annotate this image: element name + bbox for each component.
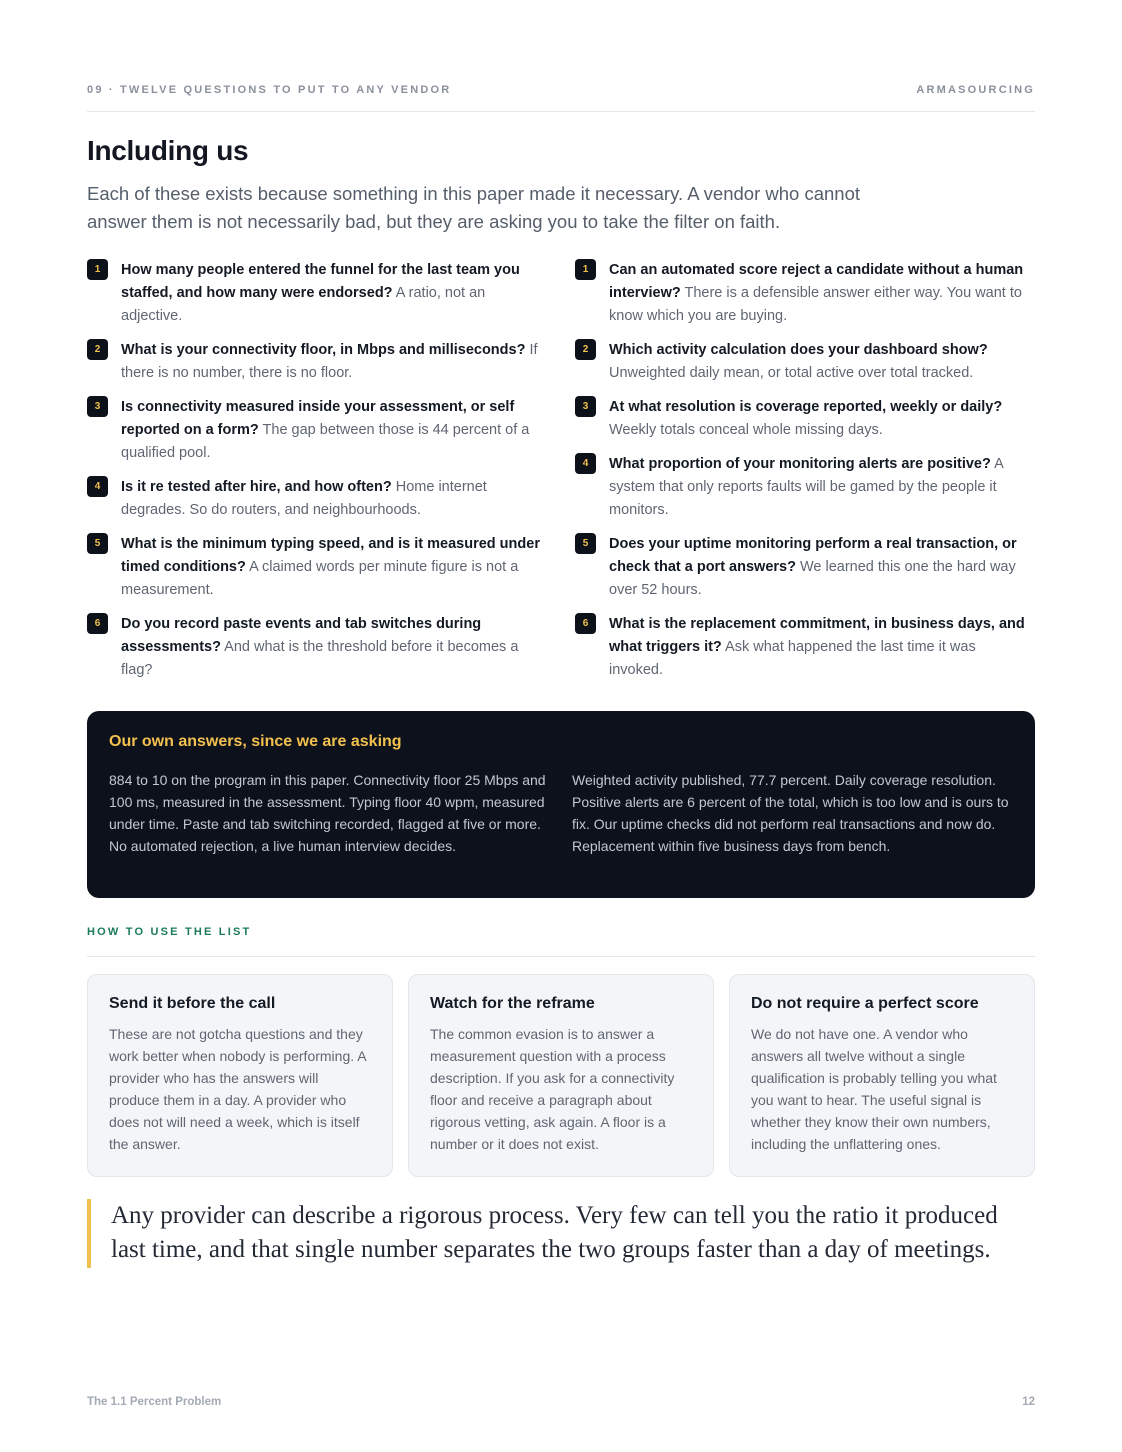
section-label: 09 · TWELVE QUESTIONS TO PUT TO ANY VENDOR — [87, 84, 452, 96]
question-text: What proportion of your monitoring alerts are positive? — [609, 456, 991, 472]
tip-card-title: Do not require a perfect score — [751, 995, 979, 1012]
question-note: If there is no number, there is no floor. — [121, 342, 538, 381]
answers-title: Our own answers, since we are asking — [109, 733, 402, 750]
question-text: How many people entered the funnel for the last team you staffed, and how many were endorsed? — [121, 262, 520, 301]
question-text: What is the replacement commitment, in business days, and what triggers it? — [609, 616, 1025, 655]
question-note: Ask what happened the last time it was invoked. — [609, 639, 976, 678]
question-text: What is your connectivity floor, in Mbps and milliseconds? — [121, 342, 526, 358]
pull-quote: Any provider can describe a rigorous process. Very few can tell you the ratio it produced last time, and that single number separates the two groups faster than a day of meetings. — [87, 1199, 1035, 1268]
tip-card — [87, 974, 393, 1177]
number-badge: 1 — [575, 259, 596, 280]
how-to-use-label: HOW TO USE THE LIST — [87, 926, 1035, 957]
page — [87, 0, 1035, 1452]
question-item — [87, 476, 542, 522]
tip-card-body: The common evasion is to answer a measurement question with a process description. If you ask for a connectivity floor and receive a paragraph about rigorous vetting, ask again. A floor is a number or it does not exist. — [430, 1026, 675, 1152]
question-text: Is it re tested after hire, and how often? — [121, 479, 392, 495]
question-note: A system that only reports faults will be gamed by the people it monitors. — [609, 456, 1003, 518]
tip-card — [729, 974, 1035, 1177]
tip-card-title: Watch for the reframe — [430, 995, 595, 1012]
answers-right-text: Weighted activity published, 77.7 percent. Daily coverage resolution. Positive alerts are 6 percent of the total, which is too low and is ours to fix. Our uptime checks did not perform real transactions and now do. Replacement within five business days from bench. — [572, 772, 1009, 854]
question-text: Which activity calculation does your dashboard show? — [609, 342, 988, 358]
question-item — [575, 339, 1030, 385]
running-header — [87, 84, 1035, 112]
answers-panel — [87, 711, 1035, 898]
question-note: Home internet degrades. So do routers, and neighbourhoods. — [121, 479, 487, 518]
question-item — [575, 453, 1030, 522]
question-item — [87, 613, 542, 682]
question-item — [575, 259, 1030, 328]
question-note: We learned this one the hard way over 52 hours. — [609, 559, 1016, 598]
question-item — [87, 259, 542, 328]
number-badge: 6 — [87, 613, 108, 634]
question-text: At what resolution is coverage reported, weekly or daily? — [609, 399, 1003, 415]
number-badge: 4 — [87, 476, 108, 497]
number-badge: 4 — [575, 453, 596, 474]
question-item — [575, 613, 1030, 682]
question-note: The gap between those is 44 percent of a qualified pool. — [121, 422, 530, 461]
question-text: Can an automated score reject a candidate without a human interview? — [609, 262, 1024, 301]
question-note: A ratio, not an adjective. — [121, 285, 486, 324]
page-title: Including us — [87, 135, 249, 166]
number-badge: 6 — [575, 613, 596, 634]
question-note: There is a defensible answer either way. You want to know which you are buying. — [609, 285, 1022, 324]
number-badge: 3 — [87, 396, 108, 417]
question-list-left — [87, 259, 542, 693]
number-badge: 3 — [575, 396, 596, 417]
question-item — [87, 396, 542, 465]
number-badge: 5 — [575, 533, 596, 554]
tip-card-body: We do not have one. A vendor who answers all twelve without a single qualification is probably telling you what you want to hear. The useful signal is whether they know their own numbers, including the unflattering ones. — [751, 1026, 997, 1152]
tip-card-body: These are not gotcha questions and they work better when nobody is performing. A provider who has the answers will produce them in a day. A provider who does not will need a week, which is itself the answer. — [109, 1026, 366, 1152]
question-note: Weekly totals conceal whole missing days. — [609, 422, 883, 438]
lede-paragraph: Each of these exists because something in this paper made it necessary. A vendor who cannot answer them is not necessarily bad, but they are asking you to take the filter on faith. — [87, 183, 860, 232]
number-badge: 5 — [87, 533, 108, 554]
footer-doc-title: The 1.1 Percent Problem — [87, 1396, 222, 1408]
number-badge: 2 — [87, 339, 108, 360]
question-text: Is connectivity measured inside your assessment, or self reported on a form? — [121, 399, 515, 438]
tip-card — [408, 974, 714, 1177]
question-item — [575, 396, 1030, 442]
question-item — [87, 533, 542, 602]
tip-card-title: Send it before the call — [109, 995, 276, 1012]
question-item — [575, 533, 1030, 602]
number-badge: 1 — [87, 259, 108, 280]
page-footer — [87, 1396, 1035, 1408]
question-note: A claimed words per minute figure is not a measurement. — [121, 559, 519, 598]
question-note: And what is the threshold before it becomes a flag? — [121, 639, 519, 678]
question-note: Unweighted daily mean, or total active over total tracked. — [609, 365, 974, 381]
question-text: Does your uptime monitoring perform a real transaction, or check that a port answers? — [609, 536, 1017, 575]
page-number: 12 — [1022, 1396, 1035, 1408]
brand-label: ARMASOURCING — [916, 84, 1035, 96]
question-item — [87, 339, 542, 385]
number-badge: 2 — [575, 339, 596, 360]
question-list-right — [575, 259, 1030, 693]
question-text: What is the minimum typing speed, and is it measured under timed conditions? — [121, 536, 540, 575]
answers-left-text: 884 to 10 on the program in this paper. Connectivity floor 25 Mbps and 100 ms, measured in the assessment. Typing floor 40 wpm, measured under time. Paste and tab switching recorded, flagged at five or more. No automated rejection, a live human interview decides. — [109, 772, 546, 854]
question-text: Do you record paste events and tab switches during assessments? — [121, 616, 482, 655]
